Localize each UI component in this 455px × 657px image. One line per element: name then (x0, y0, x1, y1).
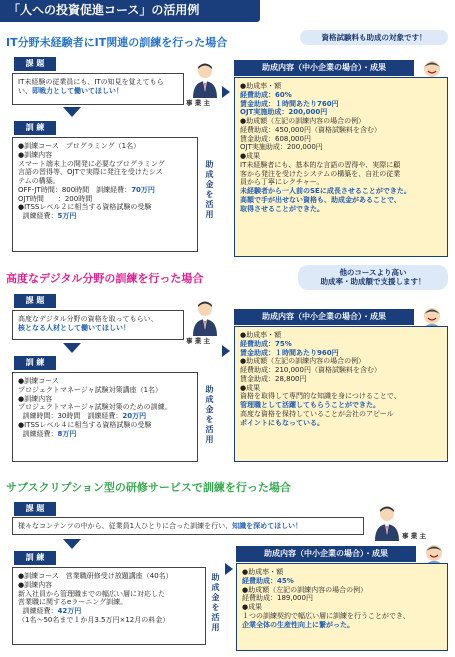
case2-result-line: 高度な資格を保持していることが会社のアピール (240, 409, 394, 418)
case3-issue-box (12, 517, 364, 535)
businessman-icon (372, 505, 402, 541)
case2-training-exam-cost: 訓練経費：8万円 (22, 429, 77, 438)
case1-issue-text: IT未経験の従業員にも、ITの知見を覚えてもら (18, 78, 164, 86)
case3-training-cost: 訓練経費：42万円 (22, 607, 82, 615)
case1-result-line: ●助成率・額 (240, 82, 282, 90)
case1-training-content: スマート端末上の開発に必要なプログラミング (18, 159, 165, 168)
case2-result-line: 賃金助成：１時間あたり960円 (240, 348, 339, 357)
case3-arrow-down-icon (63, 539, 81, 549)
case3-training-cost-note: （1名～50名まで１か月3.5万円×12月の料金） (18, 615, 170, 624)
businessman-icon (190, 300, 220, 336)
case3-employer-label: 事 業 主 (402, 532, 427, 540)
case2-issue-box (12, 310, 184, 340)
case3-result-line: ●成果 (242, 603, 263, 611)
case1-issue-tag: 課 題 (14, 57, 56, 71)
case3-training-content: 営業職に関するeラーニング訓練。 (18, 598, 128, 607)
case2-result-line: ●成果 (240, 383, 261, 392)
case1-training-exam: ●ITSSレベル２に相当する資格試験の受験 (18, 203, 152, 212)
case1-result-line: 員から丁寧にレクチャー。 (240, 178, 324, 187)
case1-training-course: ●訓練コース プログラミング（1名） (18, 142, 141, 150)
case1-result-line: 取得させることができた。 (240, 204, 324, 213)
case2-result-line: ●助成率・額 (240, 331, 282, 339)
case1-result-box (234, 77, 448, 257)
case1-josei-vertical: 助成金を活用 (205, 160, 214, 220)
case2-result-line: ●助成額（左記の訓練内容の場合の例） (240, 357, 366, 366)
case2-training-hours: 訓練時間：30時間 訓練経費：20万円 (22, 412, 147, 420)
case3-training-content: 新入社員から管理職までの幅広い層に対応した (18, 589, 165, 598)
case2-training-box (12, 372, 198, 462)
case1-result-line: 客から発注を受けたシステムの構築を、自社の従業 (240, 169, 401, 178)
case1-result-line: 経費助成：60% (240, 90, 292, 99)
case1-result-line: 賃金助成：608,000円 (240, 134, 311, 143)
case3-result-line: 経費助成：45% (242, 576, 294, 585)
case2-issue-text2: 核となる人材として働いてほしい！ (18, 323, 130, 332)
businessman-icon (190, 62, 220, 98)
case1-employer-label: 事 業 主 (186, 99, 211, 107)
case3-result-line: 企業全体の生産性向上に繋がった。 (242, 620, 354, 629)
case3-result-line: 経費助成：189,000円 (242, 594, 313, 603)
case3-result-line: ●助成額（左記の訓練内容の場合の例） (242, 585, 368, 594)
case1-result-line: ●成果 (240, 152, 261, 160)
case1-training-ojt: OJT時間 ：200時間 (18, 194, 93, 203)
case2-josei-vertical: 助成金を活用 (205, 385, 214, 445)
case2-result-box (234, 326, 448, 462)
case2-result-title: 助成内容（中小企業の場合）・成果 (234, 309, 414, 325)
case3-arrow-right-icon (225, 563, 233, 575)
case1-training-hours: OFF-JT時間：800時間 訓練経費：70万円 (18, 185, 155, 194)
page-title: 「人への投資促進コース」の活用例 (0, 0, 260, 22)
case3-result-title: 助成内容（中小企業の場合）・成果 (236, 546, 416, 562)
case1-employer (190, 62, 220, 101)
case3-heading: サブスクリプション型の研修サービスで訓練を行った場合 (6, 481, 291, 494)
case2-result-line: 賃金助成：28,800円 (240, 374, 307, 383)
case3-training-course: ●訓練コース 営業職研修受け放題講座（40名） (18, 572, 173, 580)
case3-training-tag: 訓 練 (14, 551, 56, 565)
case1-issue-box (12, 73, 184, 105)
case2-arrow-down-icon (63, 343, 81, 353)
case2-issue-tag: 課 題 (14, 294, 56, 308)
case1-result-line: OJT実施助成：200,000円 (240, 108, 328, 117)
case2-heading: 高度なデジタル分野の訓練を行った場合 (6, 272, 204, 285)
case1-training-content: 言語の習得等、OJTで実際に発注を受けたシス (18, 168, 163, 177)
case2-training-course-label: ●訓練コース (18, 377, 59, 385)
case1-arrow-right-icon (222, 86, 230, 98)
case2-training-content-label: ●訓練内容 (18, 394, 53, 403)
case1-result-line: 経費助成：450,000円（資格試験料を含む） (240, 125, 381, 134)
case2-result-line: 管理職として活躍してもらうことができた。 (240, 401, 380, 409)
case3-result-line: ●助成率・額 (242, 568, 284, 576)
case3-training-box (12, 567, 206, 645)
case1-training-content: テムの構築。 (18, 177, 60, 185)
case3-result-line: １つの訓練契約で幅広い層に訓練を行うことができ、 (242, 611, 410, 620)
case1-heading: IT分野未経験者にIT関連の訓練を行った場合 (6, 36, 228, 49)
case1-result-line: 高額で手が出せない資格も、助成金があることで、 (240, 195, 401, 204)
case3-employer (372, 505, 402, 544)
case2-training-tag: 訓 練 (14, 356, 56, 370)
case1-result-line: 賃金助成：１時間あたり760円 (240, 99, 339, 108)
case1-issue-text2: い、即戦力として働いてほしい！ (18, 86, 123, 95)
case3-result-box (236, 563, 448, 651)
case2-training-content: プロジェクトマネージャ試験対策のための訓練。 (18, 403, 172, 412)
case2-result-line: 経費助成：75% (240, 339, 292, 348)
case2-callout: 他のコースより高い 助成率・助成額で支援します！ (298, 265, 448, 290)
case1-result-line: 未経験者から一人前のSEに成長させることができた。 (240, 187, 411, 195)
case1-arrow-down-icon (63, 107, 81, 117)
case1-callout: 資格試験料も助成の対象です！ (300, 30, 448, 45)
case2-result-line: 経費助成：210,000円（資格試験料を含む） (240, 366, 381, 374)
case1-result-title: 助成内容（中小企業の場合）・成果 (234, 60, 414, 76)
case2-training-course: プロジェクトマネージャ試験対策講座（1名） (18, 385, 163, 394)
case1-training-content-label: ●訓練内容 (18, 150, 53, 159)
case2-employer (190, 300, 220, 339)
case3-training-content-label: ●訓練内容 (18, 580, 53, 589)
case2-training-exam: ●ITSSレベル４に相当する資格試験の受験 (18, 420, 152, 429)
case2-result-line: 資格を取得して専門的な知識を身につけることで、 (240, 392, 401, 401)
case1-training-box (12, 137, 198, 252)
case2-employer-label: 事 業 主 (186, 337, 211, 345)
case3-issue-text: 様々なコンテンツの中から、従業員1人ひとりに合った訓練を行い、知識を深めてほしい！ (18, 522, 303, 530)
case1-training-tag: 訓 練 (14, 121, 56, 135)
case3-josei-vertical: 助成金を活用 (211, 573, 220, 633)
case1-result-line: ●助成額（左記の訓練内容の場合の例） (240, 117, 366, 125)
case1-training-exam-cost: 訓練経費：5万円 (22, 212, 77, 220)
case2-issue-text: 高度なデジタル分野の資格を取ってもらい、 (18, 315, 158, 323)
case1-result-line: IT未経験者にも、基本的な言語の習得や、実際に顧 (240, 160, 401, 169)
case3-issue-tag: 課 題 (14, 502, 56, 516)
case1-result-line: OJT実施助成：200,000円 (240, 143, 323, 152)
case2-result-line: ポイントにもなっている。 (240, 418, 324, 427)
case2-arrow-right-icon (222, 345, 230, 357)
